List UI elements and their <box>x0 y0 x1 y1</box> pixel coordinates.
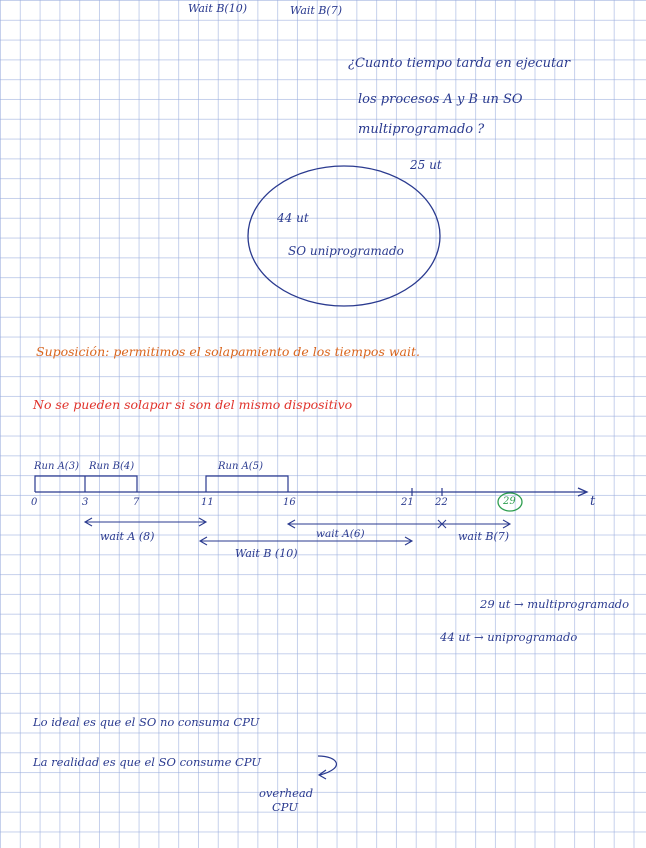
axis-t-label: t <box>590 494 596 509</box>
question-answer: 25 ut <box>410 158 442 172</box>
ideal-line-2: La realidad es que el SO consume CPU <box>33 755 262 769</box>
wait-b7-label: wait B(7) <box>458 530 510 543</box>
tick-16: 16 <box>283 497 296 508</box>
tick-29: 29 <box>503 496 516 507</box>
wait-a8-label: wait A (8) <box>100 530 155 543</box>
wait-b10-top: Wait B(10) <box>188 2 248 15</box>
tick-22: 22 <box>435 497 448 508</box>
no-solapar-text: No se pueden solapar si son del mismo dispositivo <box>33 397 353 412</box>
run-a3-label: Run A(3) <box>34 461 79 472</box>
run-a5-label: Run A(5) <box>218 461 263 472</box>
oval-time: 44 ut <box>277 211 309 225</box>
question-line-3: multiprogramado ? <box>358 122 485 137</box>
overhead-label-2: CPU <box>272 800 299 814</box>
tick-0: 0 <box>31 497 38 508</box>
overhead-label-1: overhead <box>259 786 314 800</box>
tick-21: 21 <box>401 497 414 508</box>
tick-3: 3 <box>82 497 89 508</box>
suposicion-text: Suposición: permitimos el solapamiento de los tiempos wait. <box>36 344 420 359</box>
wait-b10-label: Wait B (10) <box>235 547 298 560</box>
run-b4-label: Run B(4) <box>89 461 135 472</box>
wait-b7-top: Wait B(7) <box>290 4 343 17</box>
question-line-1: ¿Cuanto tiempo tarda en ejecutar <box>348 56 571 71</box>
tick-11: 11 <box>201 497 214 508</box>
result-multi: 29 ut → multiprogramado <box>480 597 630 611</box>
ideal-line-1: Lo ideal es que el SO no consuma CPU <box>33 715 260 729</box>
result-uni: 44 ut → uniprogramado <box>440 630 578 644</box>
wait-a6-label: wait A(6) <box>316 528 365 540</box>
oval-label: SO uniprogramado <box>288 244 404 258</box>
tick-7: 7 <box>133 497 140 508</box>
question-line-2: los procesos A y B un SO <box>358 92 523 107</box>
